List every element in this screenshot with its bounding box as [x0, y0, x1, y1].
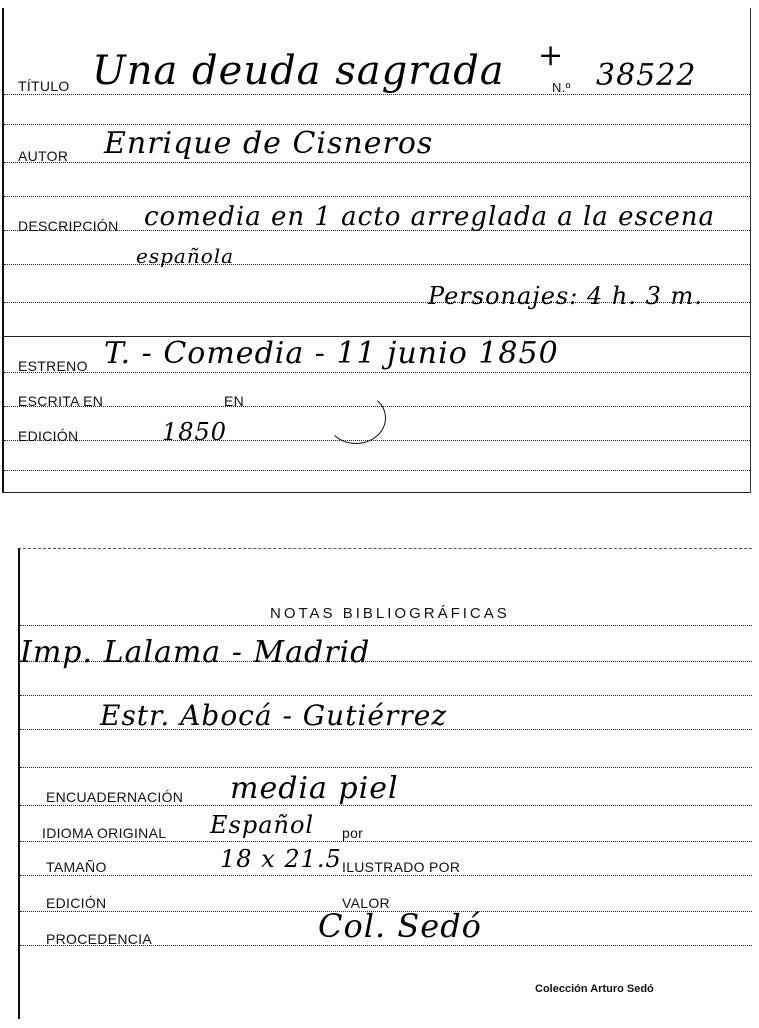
descripcion-line1: comedia en 1 acto arreglada a la escena: [144, 202, 715, 232]
autor-label: AUTOR: [18, 148, 69, 164]
collection-footer: Colección Arturo Sedó: [535, 983, 654, 995]
descripcion-label: DESCRIPCIÓN: [18, 218, 119, 234]
ruled-line: [4, 440, 750, 441]
ruled-line: [20, 875, 752, 876]
note-line-2: Estr. Abocá - Gutiérrez: [100, 699, 448, 732]
catalog-card-back: [18, 548, 752, 1019]
valor-label: VALOR: [342, 895, 390, 911]
numero-value: 38522: [596, 58, 697, 93]
ruled-line: [4, 372, 750, 373]
procedencia-label: PROCEDENCIA: [46, 931, 152, 947]
por-label: por: [342, 825, 364, 841]
idioma-value: Español: [210, 811, 315, 839]
seal-stamp: [326, 392, 386, 444]
edicion-label-2: EDICIÓN: [46, 895, 107, 911]
note-line-1: Imp. Lalama - Madrid: [20, 635, 371, 670]
numero-label: N.º: [552, 80, 571, 95]
cross-mark: +: [538, 38, 565, 73]
ruled-line: [20, 841, 752, 842]
escrita-en-label: ESCRITA EN: [18, 393, 104, 409]
idioma-label: IDIOMA ORIGINAL: [42, 825, 167, 841]
ruled-line: [4, 196, 750, 197]
personajes-note: Personajes: 4 h. 3 m.: [428, 282, 703, 310]
en-label: EN: [224, 393, 245, 409]
ruled-line: [4, 264, 750, 265]
ruled-line: [20, 625, 752, 626]
ruled-line: [4, 470, 750, 471]
ruled-line: [4, 94, 750, 95]
titulo-value: Una deuda sagrada: [92, 48, 505, 94]
catalog-card-front: [2, 8, 751, 493]
estreno-value: T. - Comedia - 11 junio 1850: [104, 336, 559, 371]
titulo-label: TÍTULO: [18, 78, 70, 94]
tamano-value: 18 x 21.5: [220, 845, 342, 873]
descripcion-line2: española: [136, 244, 235, 268]
ruled-line: [20, 695, 752, 696]
ruled-line: [20, 767, 752, 768]
tamano-label: TAMAÑO: [46, 859, 107, 875]
notes-title: NOTAS BIBLIOGRÁFICAS: [270, 605, 510, 622]
ruled-line: [4, 124, 750, 125]
autor-value: Enrique de Cisneros: [104, 126, 434, 161]
encuadernacion-label: ENCUADERNACIÓN: [46, 789, 184, 805]
procedencia-value: Col. Sedó: [318, 907, 482, 945]
ilustrado-label: ILUSTRADO POR: [342, 859, 461, 875]
estreno-label: ESTRENO: [18, 358, 88, 374]
encuadernacion-value: media piel: [230, 771, 399, 806]
edicion-label: EDICIÓN: [18, 428, 79, 444]
ruled-line: [4, 162, 750, 163]
edicion-value: 1850: [162, 418, 228, 446]
